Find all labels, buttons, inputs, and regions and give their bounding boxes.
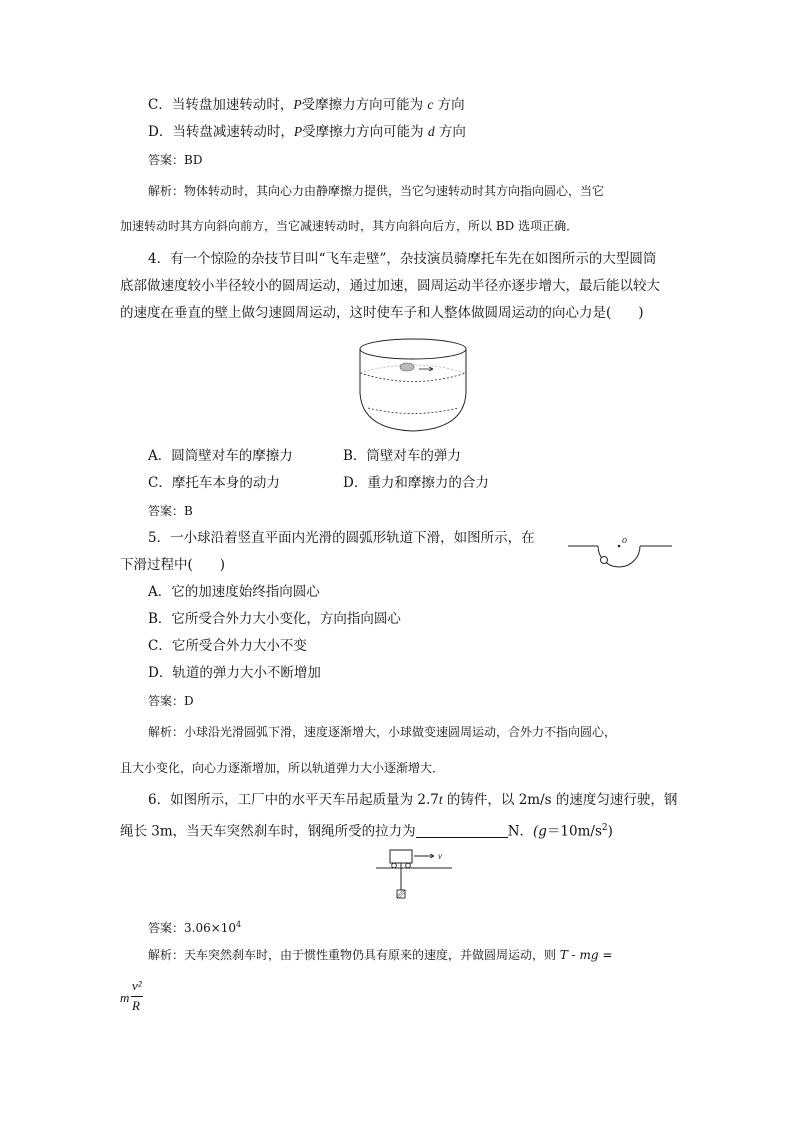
q5-answer: 答案：D (148, 694, 194, 708)
q3-option-d-post: 方向 (434, 124, 466, 140)
q5-analysis-line1: 解析：小球沿光滑圆弧下滑，速度逐渐增大，小球做变速圆周运动，合外力不指向圆心， (148, 725, 617, 739)
q3-option-c-mid: 受摩擦力方向可能为 (301, 97, 428, 113)
q6-answer-blank (416, 824, 508, 838)
q6-answer-exponent: 4 (236, 920, 242, 929)
q6-stem-line1-var: t (438, 792, 443, 807)
q3-option-c-var: P (293, 97, 302, 112)
q3-option-d-text: D．当转盘减速转动时， (148, 124, 294, 140)
q5-analysis-line2: 且大小变化，向心力逐渐增加，所以轨道弹力大小逐渐增大． (120, 761, 445, 775)
q3-option-d (148, 123, 466, 141)
q6-stem-line2-a: 绳长 3m，当天车突然刹车时，钢绳所受的拉力为 (120, 823, 416, 840)
q6-stem-line1-a: 6．如图所示，工厂中的水平天车吊起质量为 2.7 (148, 792, 439, 808)
q6-stem-line2 (120, 819, 613, 841)
q6-g-close: ) (607, 823, 613, 840)
q5-stem-line2: 下滑过程中( ) (120, 557, 226, 573)
q5-option-d: D．轨道的弹力大小不断增加 (148, 665, 321, 681)
q3-option-d-var: P (293, 124, 303, 139)
q6-g-exponent: 2 (601, 823, 608, 833)
q3-answer: 答案：BD (148, 153, 203, 167)
arc-track-figure (566, 532, 674, 580)
q6-fraction-bar (131, 996, 143, 997)
q6-analysis-text: 解析：天车突然刹车时，由于惯性重物仍具有原来的速度，并做圆周运动，则 (148, 948, 560, 962)
q4-stem-line1: 4．有一个惊险的杂技节目叫“飞车走壁”，杂技演员骑摩托车先在如图所示的大型圆筒 (148, 251, 657, 267)
q4-stem-line2: 底部做速度较小半径较小的圆周运动，通过加速，圆周运动半径亦逐步增大，最后能以较大 (120, 278, 660, 294)
q6-g-label: (g (533, 823, 547, 840)
q3-option-d-var2: d (427, 124, 435, 139)
q6-unit: N． (507, 823, 533, 840)
q5-option-c: C．它所受合外力大小不变 (148, 638, 307, 654)
q5-option-b: B．它所受合外力大小变化，方向指向圆心 (148, 611, 401, 627)
q4-option-d: D．重力和摩擦力的合力 (343, 475, 489, 491)
q6-fraction-numerator: v² (132, 978, 142, 993)
q6-fraction-denominator: R (132, 998, 140, 1013)
q6-stem-line1 (148, 791, 677, 809)
crane-figure (372, 846, 456, 902)
q3-analysis-line2: 加速转动时其方向斜向前方，当它减速转动时，其方向斜向后方，所以 BD 选项正确． (120, 219, 579, 233)
q5-stem-line1: 5．一小球沿着竖直平面内光滑的圆弧形轨道下滑，如图所示，在 (148, 530, 535, 546)
q3-option-c-text: C．当转盘加速转动时， (148, 97, 294, 113)
q4-option-a: A．圆筒壁对车的摩擦力 (148, 448, 293, 464)
q6-stem-line1-b: 的铸件，以 2m/s 的速度匀速行驶，钢 (442, 792, 678, 808)
q6-answer-value: 答案：3.06×10 (148, 921, 237, 935)
q4-stem-line3: 的速度在垂直的壁上做匀速圆周运动，这时使车子和人整体做圆周运动的向心力是( ) (120, 305, 644, 321)
q6-fraction-m: m (120, 990, 130, 1005)
q3-option-c-post: 方向 (433, 97, 465, 113)
q5-fig-label: o (622, 535, 627, 546)
q3-analysis-line1: 解析：物体转动时，其向心力由静摩擦力提供，当它匀速转动时其方向指向圆心，当它 (148, 184, 605, 198)
q5-option-a: A．它的加速度始终指向圆心 (148, 584, 320, 600)
q6-g-value: ＝10m/s (546, 823, 602, 840)
q4-option-c: C．摩托车本身的动力 (148, 475, 280, 491)
cylinder-figure (355, 335, 473, 435)
q4-answer: 答案：B (148, 504, 193, 518)
q6-equation: T - mg = (559, 948, 613, 962)
q4-option-b: B．筒壁对车的弹力 (343, 448, 461, 464)
q3-option-d-mid: 受摩擦力方向可能为 (302, 124, 428, 140)
q3-option-c (148, 96, 465, 114)
q6-fig-label: v (438, 851, 442, 861)
q6-answer (148, 916, 241, 937)
q3-option-c-var2: c (427, 97, 434, 112)
q6-analysis-line1 (148, 946, 612, 964)
